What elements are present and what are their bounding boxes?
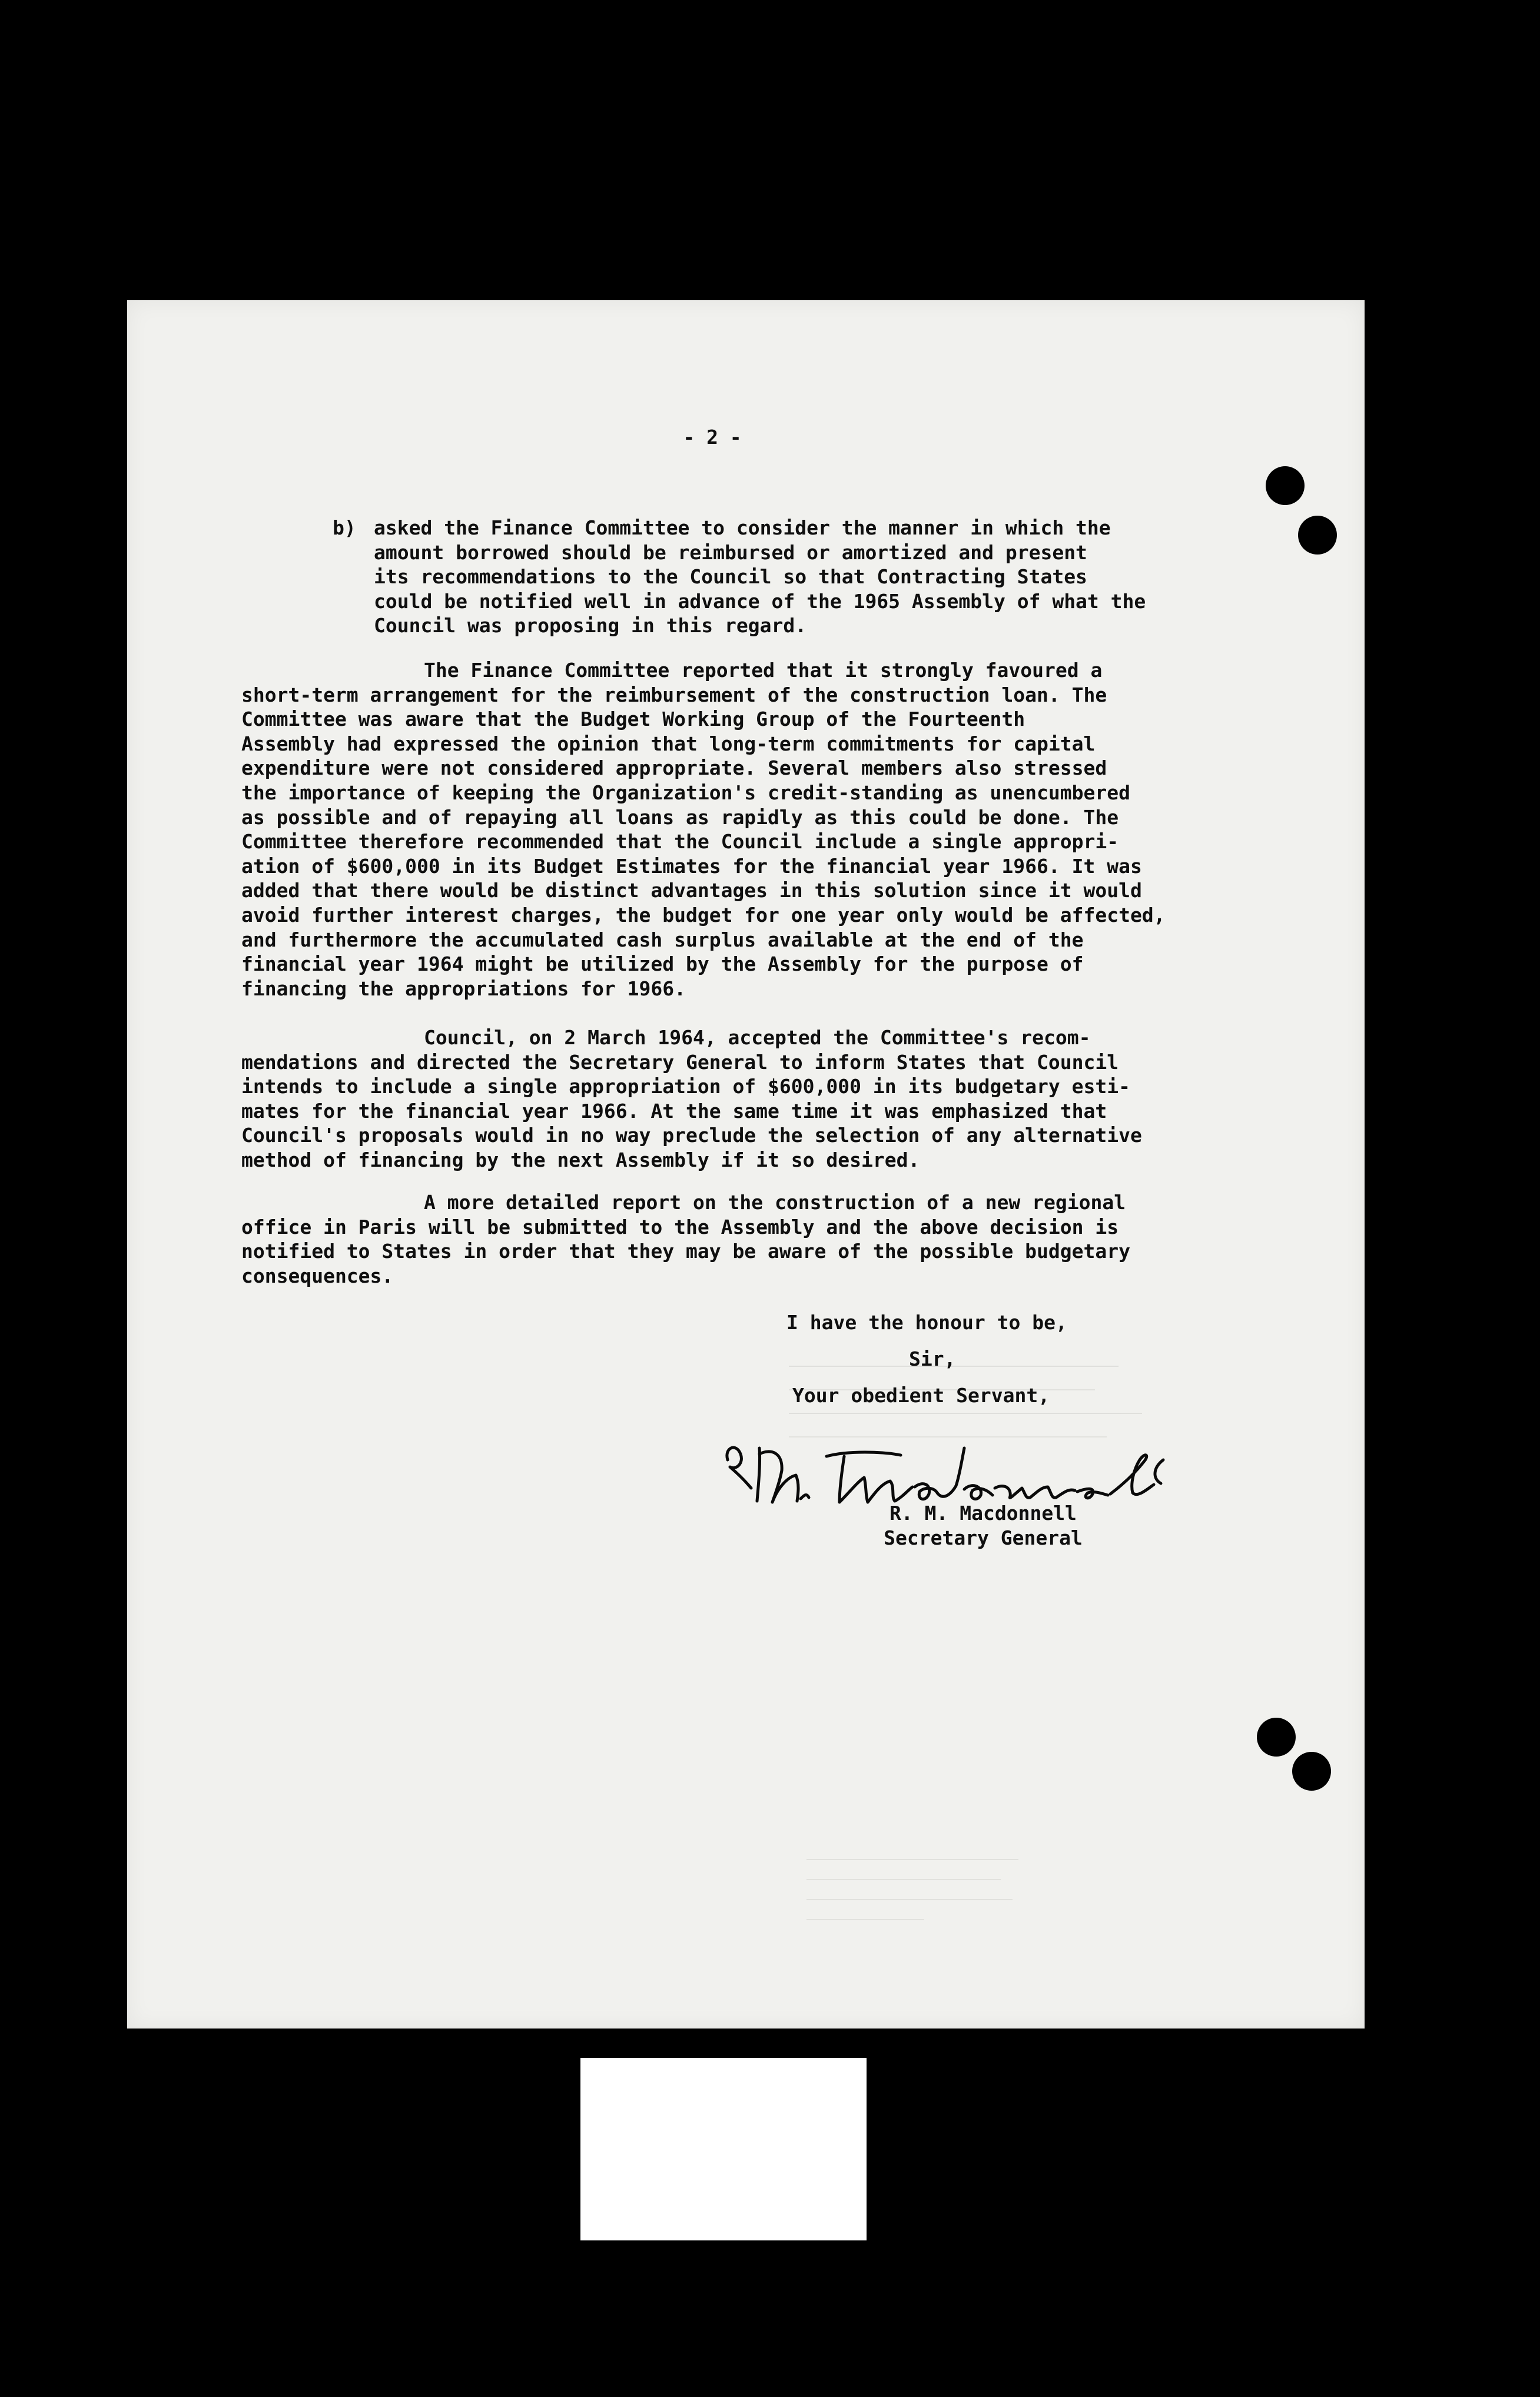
text-line: intends to include a single appropriation of $600,000 in its budgetary esti-	[241, 1075, 1130, 1098]
text-line: and furthermore the accumulated cash surplus available at the end of the	[241, 928, 1084, 951]
paragraph-council-decision	[241, 1025, 1207, 1173]
text-line: short-term arrangement for the reimbursement of the construction loan. The	[241, 683, 1107, 706]
signatory-name: R. M. Macdonnell	[890, 1502, 1077, 1525]
show-through-text-lower	[806, 1848, 1018, 1920]
closing-honour: I have the honour to be,	[786, 1311, 1067, 1334]
paragraph-finance-committee	[241, 658, 1207, 1001]
text-line: mates for the financial year 1966. At the same time it was emphasized that	[241, 1099, 1107, 1123]
text-line: amount borrowed should be reimbursed or amortized and present	[374, 540, 1087, 564]
blank-card	[580, 2058, 867, 2240]
text-line: Committee therefore recommended that the Council include a single appropri-	[241, 830, 1119, 854]
text-line: Council's proposals would in no way preclude the selection of any alternative	[241, 1124, 1142, 1147]
text-line: financial year 1964 might be utilized by the Assembly for the purpose of	[241, 952, 1084, 976]
signatory-title: Secretary General	[884, 1526, 1083, 1549]
text-line: its recommendations to the Council so that Contracting States	[374, 565, 1087, 589]
text-line: Council was proposing in this regard.	[374, 614, 807, 638]
page-number: - 2 -	[683, 426, 742, 449]
text-line: consequences.	[241, 1264, 394, 1287]
punch-hole	[1292, 1752, 1331, 1791]
text-line: Assembly had expressed the opinion that long-term commitments for capital	[241, 732, 1096, 755]
text-line: added that there would be distinct advantages in this solution since it would	[241, 879, 1142, 902]
text-line: ation of $600,000 in its Budget Estimates for the financial year 1966. It was	[241, 854, 1142, 878]
list-item-text	[374, 516, 1146, 638]
text-line: as possible and of repaying all loans as rapidly as this could be done. The	[241, 805, 1119, 829]
text-line: office in Paris will be submitted to the Assembly and the above decision is	[241, 1215, 1119, 1239]
paragraph-detailed-report	[241, 1190, 1207, 1288]
text-line: financing the appropriations for 1966.	[241, 977, 686, 1000]
text-line: asked the Finance Committee to consider the manner in which the	[374, 516, 1111, 539]
text-line: A more detailed report on the construction of a new regional	[424, 1191, 1126, 1214]
punch-hole	[1298, 516, 1337, 555]
text-line: mendations and directed the Secretary General to inform States that Council	[241, 1050, 1119, 1074]
text-line: expenditure were not considered appropriate. Several members also stressed	[241, 756, 1107, 780]
text-line: Council, on 2 March 1964, accepted the Committee's recom-	[424, 1026, 1091, 1049]
text-line: the importance of keeping the Organization's credit-standing as unencumbered	[241, 781, 1130, 804]
punch-hole	[1257, 1718, 1296, 1757]
list-item-label: b)	[333, 516, 356, 539]
punch-hole	[1266, 466, 1305, 505]
text-line: Committee was aware that the Budget Working Group of the Fourteenth	[241, 708, 1025, 731]
text-line: The Finance Committee reported that it strongly favoured a	[424, 659, 1103, 682]
text-line: avoid further interest charges, the budget for one year only would be affected,	[241, 903, 1166, 927]
text-line: could be notified well in advance of the 1965 Assembly of what the	[374, 589, 1146, 613]
text-line: method of financing by the next Assembly if it so desired.	[241, 1148, 920, 1171]
closing-servant: Your obedient Servant,	[792, 1384, 1050, 1407]
closing-salutation: Sir,	[909, 1347, 956, 1370]
text-line: notified to States in order that they may be aware of the possible budgetary	[241, 1240, 1130, 1263]
